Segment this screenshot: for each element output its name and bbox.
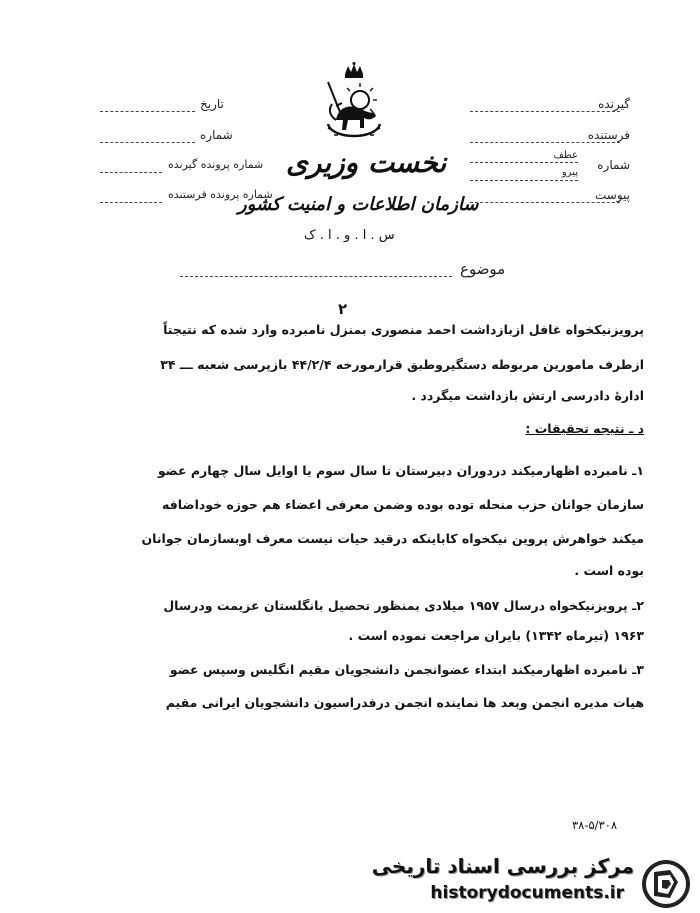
number-label: شماره (597, 158, 630, 172)
atf-label: عطف (553, 150, 578, 161)
body-line-6: میکند خواهرش پروین نیکخواه کاباینکه درقید حیات نیست معرف اوبسازمان جوانان (141, 531, 644, 546)
attachment-label: پیوست (595, 188, 630, 202)
subject-line (180, 276, 452, 277)
document-reference: ۳۸-۵/۳۰۸ (572, 818, 618, 832)
recipient-line (470, 111, 620, 112)
body-line-4: ۱ـ نامبرده اظهارمیکند دردوران دبیرستان تا سال سوم یا اوایل سال چهارم عضو (157, 463, 644, 478)
atf-line (470, 162, 578, 163)
organization-title: نخست وزیری (286, 146, 447, 179)
lion-and-sun-emblem-icon (318, 62, 390, 148)
date-line (100, 111, 195, 112)
body-line-10: ۳ـ نامبرده اظهارمیکند ابتداء عضوانجمن دانشجویان مقیم انگلیس وسپس عضو (169, 662, 644, 677)
attachment-line (470, 202, 620, 203)
subject-label: موضوع (460, 260, 506, 278)
left-number-line (100, 142, 195, 143)
sender-file-number-line (100, 202, 162, 203)
peyro-line (470, 180, 578, 181)
page-number: ۲ (338, 300, 348, 318)
organization-code: س . ا . و . ا . ک (304, 228, 395, 243)
body-line-1: پرویزنیکخواه غافل ازبازداشت احمد منصوری بمنزل نامبرده وارد شده که نتیجتاً (163, 322, 644, 337)
recipient-file-number-line (100, 172, 162, 173)
left-number-label: شماره (200, 128, 233, 142)
body-line-11: هیات مدیره انجمن وبعد ها نماینده انجمن درفدراسیون دانشجویان ایرانی مقیم (165, 695, 644, 710)
watermark (371, 850, 698, 910)
organization-subtitle: سازمان اطلاعات و امنیت کشور (238, 194, 479, 215)
body-line-7: بوده است . (574, 563, 644, 578)
body-line-9: ۱۹۶۳ (تیرماه ۱۳۴۲) بایران مراجعت نموده است . (348, 628, 644, 643)
watermark-text-fa: مرکز بررسی اسناد تاریخی (371, 854, 634, 878)
body-line-2: ازطرف مامورین مربوطه دستگیروطبق قرارمورخه ۴۴/۲/۴ بازپرسی شعبه ـــ ۳۴ (160, 357, 644, 372)
watermark-text-en: historydocuments.ir (430, 883, 624, 903)
body-line-5: سازمان جوانان حزب منحله توده بوده وضمن معرفی اعضاء هم حوزه خوداضافه (162, 497, 644, 512)
section-heading: د ـ نتیجه تحقیقات : (525, 421, 644, 436)
sender-file-number-label: شماره پرونده فرستنده (168, 188, 273, 201)
date-label: تاریخ (200, 97, 224, 111)
peyro-label: پیرو (561, 167, 578, 178)
recipient-file-number-label: شماره پرونده گیرنده (168, 158, 264, 171)
body-line-8: ۲ـ پرویزنیکخواه درسال ۱۹۵۷ میلادی بمنظور تحصیل بانگلستان عزیمت ودرسال (163, 598, 644, 613)
sender-label: فرستنده (587, 128, 630, 142)
body-line-3: ادارهٔ دادرسی ارتش بازداشت میگردد . (411, 388, 644, 403)
recipient-label: گیرنده (598, 97, 630, 111)
sender-line (470, 142, 620, 143)
history-documents-logo-icon (640, 858, 692, 910)
